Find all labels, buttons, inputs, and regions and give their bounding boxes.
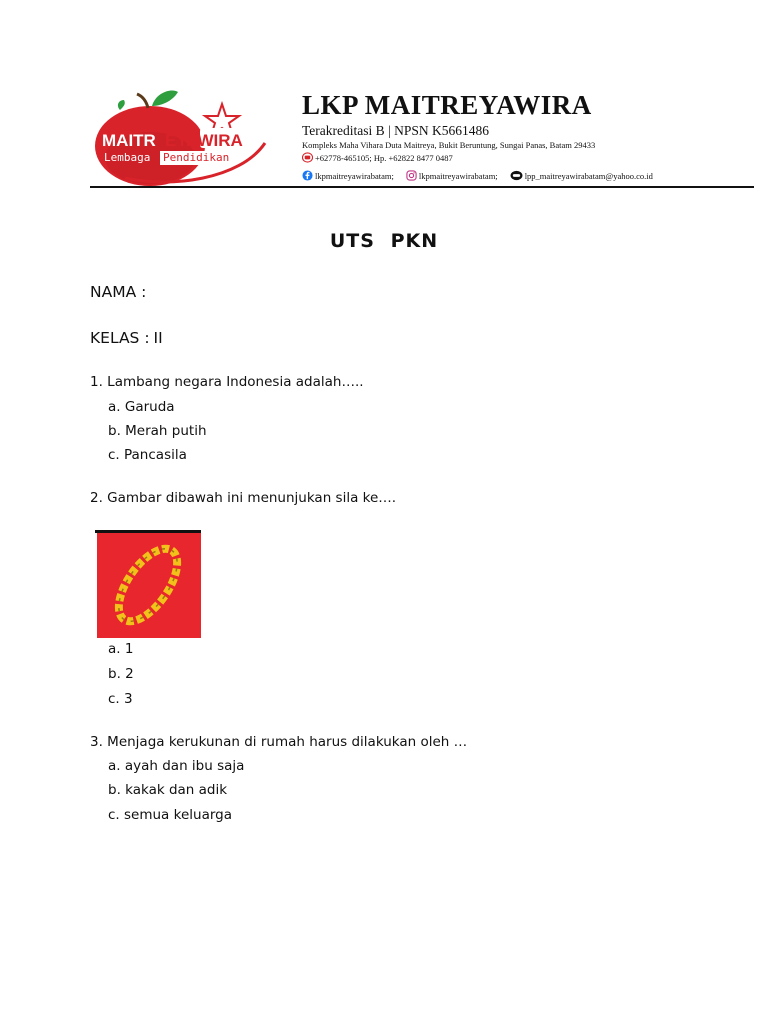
svg-text:MAITR: MAITR <box>102 131 156 150</box>
email-icon <box>510 170 523 181</box>
name-field <box>90 283 146 301</box>
class-field <box>90 329 163 347</box>
question-2-option-c: c. 3 <box>108 691 133 707</box>
organization-name: LKP MAITREYAWIRA <box>302 90 592 120</box>
question-1: 1. Lambang negara Indonesia adalah….. <box>90 374 364 390</box>
question-3-option-c: c. semua keluarga <box>108 807 232 823</box>
question-2-option-a: a. 1 <box>108 641 134 657</box>
accreditation-text: Terakreditasi B | NPSN K5661486 <box>302 123 489 138</box>
class-value: II <box>153 329 163 347</box>
question-3-option-b: b. kakak dan adik <box>108 782 228 798</box>
svg-text:Pendidikan: Pendidikan <box>163 151 230 164</box>
question-2-option-b: b. 2 <box>108 666 134 682</box>
exam-title: UTS PKN <box>329 230 439 252</box>
instagram-icon <box>406 170 417 181</box>
address-text: Kompleks Maha Vihara Duta Maitreya, Bukit Beruntung, Sungai Panas, Batam 29433 <box>302 140 596 150</box>
class-label: KELAS : <box>90 329 150 347</box>
svg-text:Lembaga: Lembaga <box>104 151 151 164</box>
question-1-option-b: b. Merah putih <box>108 423 207 439</box>
phone-icon <box>302 152 313 163</box>
phone-text: +62778-465105; Hp. +62822 8477 0487 <box>315 152 453 163</box>
chain-symbol-icon <box>95 530 201 638</box>
facebook-icon <box>302 170 313 181</box>
question-1-option-a: a. Garuda <box>108 399 175 415</box>
instagram-handle: lkpmaitreyawirabatam; <box>418 170 498 181</box>
phone-line <box>302 152 453 163</box>
name-label: NAMA : <box>90 283 147 301</box>
header-divider <box>90 186 754 188</box>
question-3: 3. Menjaga kerukunan di rumah harus dilakukan oleh … <box>90 734 468 750</box>
facebook-handle: lkpmaitreyawirabatam; <box>315 170 394 181</box>
social-line <box>302 170 653 181</box>
lkp-logo <box>90 88 275 188</box>
question-3-option-a: a. ayah dan ibu saja <box>108 758 245 774</box>
email-address: lpp_maitreyawirabatam@yahoo.co.id <box>524 170 653 181</box>
question-1-option-c: c. Pancasila <box>108 447 187 463</box>
question-2: 2. Gambar dibawah ini menunjukan sila ke…. <box>90 490 397 506</box>
svg-text:EYAWIRA: EYAWIRA <box>165 131 243 150</box>
